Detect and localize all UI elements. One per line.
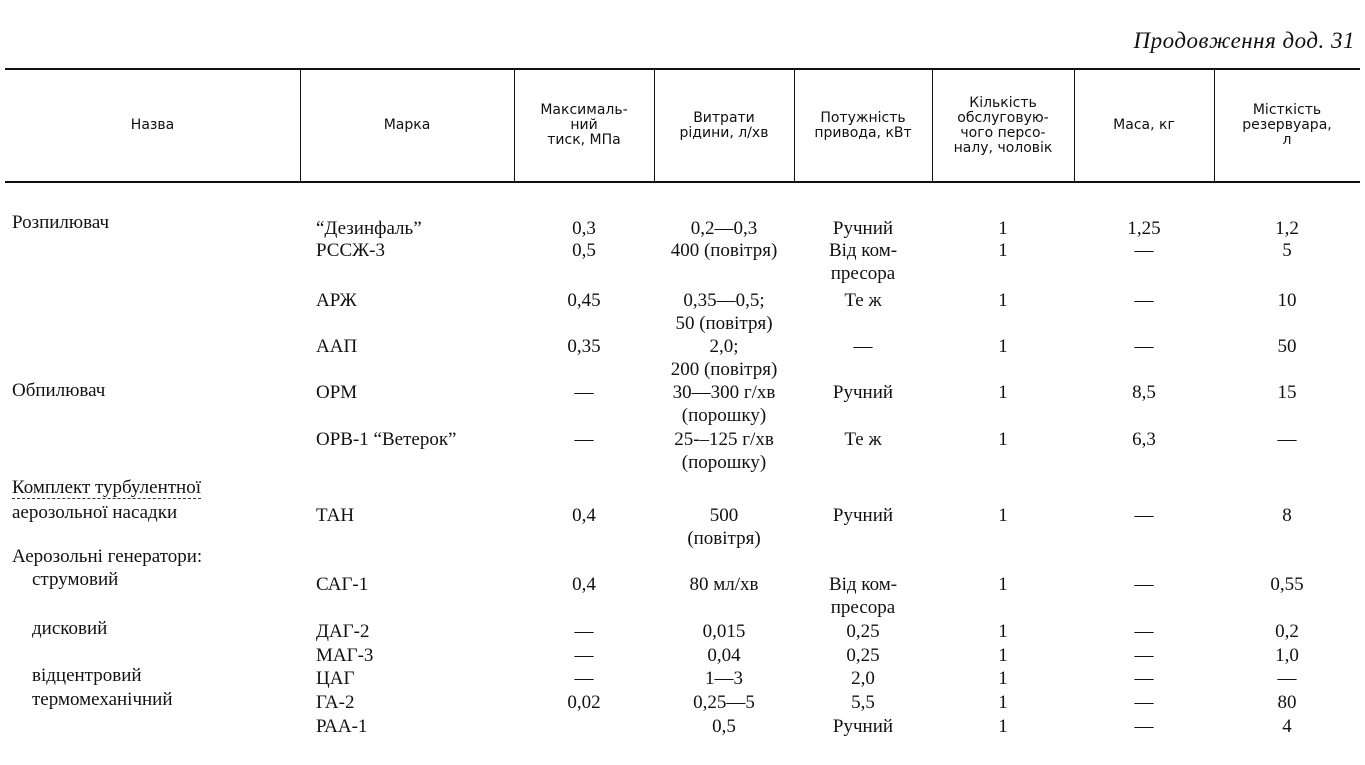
cell-flow: 0,35—0,5; [683,290,765,311]
group-kit-line2: аерозольної насадки [12,502,178,523]
group-kit-line1-text: Комплект турбулентної [12,477,201,498]
cell-power: 0,25 [846,645,880,666]
cell-staff: 1 [998,218,1008,239]
cell-staff: 1 [998,336,1008,357]
cell-flow: 0,04 [707,645,741,666]
cell-flow-continued: (повітря) [687,528,761,549]
cell-staff: 1 [998,621,1008,642]
cell-pressure: 0,4 [572,574,596,595]
group-sprayer: Розпилювач [12,212,110,233]
cell-brand: ААП [316,336,358,357]
group-kit-line1 [12,477,201,499]
header-capacity [1214,70,1360,181]
cell-power: Від ком- [828,574,898,595]
cell-power: Те ж [844,429,882,450]
header-pressure-label: Максималь- ний тиск, МПа [540,102,628,148]
cell-pressure: — [574,429,594,450]
cell-staff: 1 [998,290,1008,311]
cell-flow: 0,2—0,3 [690,218,758,239]
cell-power: Ручний [832,505,894,526]
cell-flow: 1—3 [705,668,743,689]
cell-pressure: 0,5 [572,240,596,261]
cell-pressure: — [574,645,594,666]
cell-power-continued: пресора [830,597,896,618]
cell-capacity: 5 [1282,240,1292,261]
cell-power: 2,0 [851,668,875,689]
cell-pressure: 0,02 [567,692,601,713]
cell-brand: ОРВ-1 “Ветерок” [316,429,457,450]
cell-flow-continued: 50 (повітря) [675,313,773,334]
cell-mass: — [1134,290,1154,311]
cell-staff: 1 [998,692,1008,713]
cell-mass: 1,25 [1127,218,1161,239]
cell-power: 5,5 [851,692,875,713]
cell-pressure: 0,3 [572,218,596,239]
cell-brand: “Дезинфаль” [316,218,422,239]
cell-mass: 6,3 [1132,429,1156,450]
header-staff [932,70,1074,181]
cell-brand: ОРМ [316,382,358,403]
cell-capacity: 0,55 [1270,574,1304,595]
cell-staff: 1 [998,429,1008,450]
cell-capacity: 0,2 [1275,621,1299,642]
cell-power: Ручний [832,218,894,239]
header-staff-label: Кількість обслуговую- чого персо- налу, чоловік [953,94,1053,156]
cell-mass: — [1134,621,1154,642]
cell-pressure: 0,4 [572,505,596,526]
cell-mass: — [1134,336,1154,357]
cell-brand: ЦАГ [316,668,355,689]
cell-power: Те ж [844,290,882,311]
cell-staff: 1 [998,668,1008,689]
cell-capacity: — [1277,429,1297,450]
group-aerosol: Аерозольні генератори: [12,546,203,567]
cell-brand: РАА-1 [316,716,368,737]
group-disk: дисковий [32,618,108,639]
cell-mass: — [1134,574,1154,595]
header-pressure [514,70,654,181]
cell-capacity: 1,0 [1275,645,1299,666]
header-power-label: Потужність привода, кВт [814,109,912,141]
cell-power-continued: пресора [830,263,896,284]
cell-brand: МАГ-3 [316,645,374,666]
header-power [794,70,932,181]
cell-mass: — [1134,505,1154,526]
cell-brand: РССЖ-3 [316,240,385,261]
header-name [5,70,300,181]
cell-pressure: — [574,382,594,403]
header-mass [1074,70,1214,181]
cell-pressure: — [574,668,594,689]
cell-flow: 25-–125 г/хв [674,429,774,450]
header-capacity-label: Місткість резервуара, л [1242,102,1332,148]
cell-staff: 1 [998,645,1008,666]
cell-capacity: — [1277,668,1297,689]
cell-staff: 1 [998,382,1008,403]
cell-flow: 80 мл/хв [689,574,759,595]
cell-flow: 0,5 [712,716,736,737]
cell-capacity: 15 [1277,382,1297,403]
cell-staff: 1 [998,505,1008,526]
cell-staff: 1 [998,240,1008,261]
cell-power: Ручний [832,382,894,403]
cell-capacity: 1,2 [1275,218,1299,239]
cell-mass: — [1134,668,1154,689]
cell-flow: 0,015 [702,621,746,642]
cell-capacity: 8 [1282,505,1292,526]
cell-flow: 400 (повітря) [670,240,778,261]
header-flow [654,70,794,181]
header-brand-label: Марка [383,117,431,133]
header-bottom-rule [5,181,1360,183]
cell-capacity: 50 [1277,336,1297,357]
cell-staff: 1 [998,574,1008,595]
cell-brand: ГА-2 [316,692,355,713]
cell-power: — [853,336,873,357]
cell-brand: ТАН [316,505,355,526]
group-centrifugal: відцентровий [32,665,142,686]
cell-flow: 500 [709,505,739,526]
header-mass-label: Маса, кг [1113,117,1175,133]
cell-capacity: 80 [1277,692,1297,713]
group-duster: Обпилювач [12,380,106,401]
cell-power: Від ком- [828,240,898,261]
cell-mass: — [1134,645,1154,666]
cell-mass: 8,5 [1132,382,1156,403]
cell-capacity: 10 [1277,290,1297,311]
cell-mass: — [1134,716,1154,737]
table-caption: Продовження дод. 31 [1133,28,1355,53]
cell-flow-continued: (порошку) [681,452,767,473]
cell-flow-continued: (порошку) [681,405,767,426]
header-brand [300,70,514,181]
group-jet: струмовий [32,569,119,590]
cell-pressure: 0,45 [567,290,601,311]
cell-brand: ДАГ-2 [316,621,370,642]
cell-flow: 2,0; [709,336,739,357]
cell-brand: АРЖ [316,290,357,311]
cell-flow-continued: 200 (повітря) [670,359,778,380]
cell-brand: САГ-1 [316,574,369,595]
header-flow-label: Витрати рідини, л/хв [679,109,769,141]
cell-flow: 0,25—5 [693,692,755,713]
cell-power: 0,25 [846,621,880,642]
cell-power: Ручний [832,716,894,737]
cell-staff: 1 [998,716,1008,737]
group-thermo: термомеханічний [32,689,173,710]
cell-mass: — [1134,240,1154,261]
cell-mass: — [1134,692,1154,713]
cell-pressure: 0,35 [567,336,601,357]
cell-capacity: 4 [1282,716,1292,737]
cell-flow: 30—300 г/хв [672,382,776,403]
header-name-label: Назва [130,117,175,133]
cell-pressure: — [574,621,594,642]
